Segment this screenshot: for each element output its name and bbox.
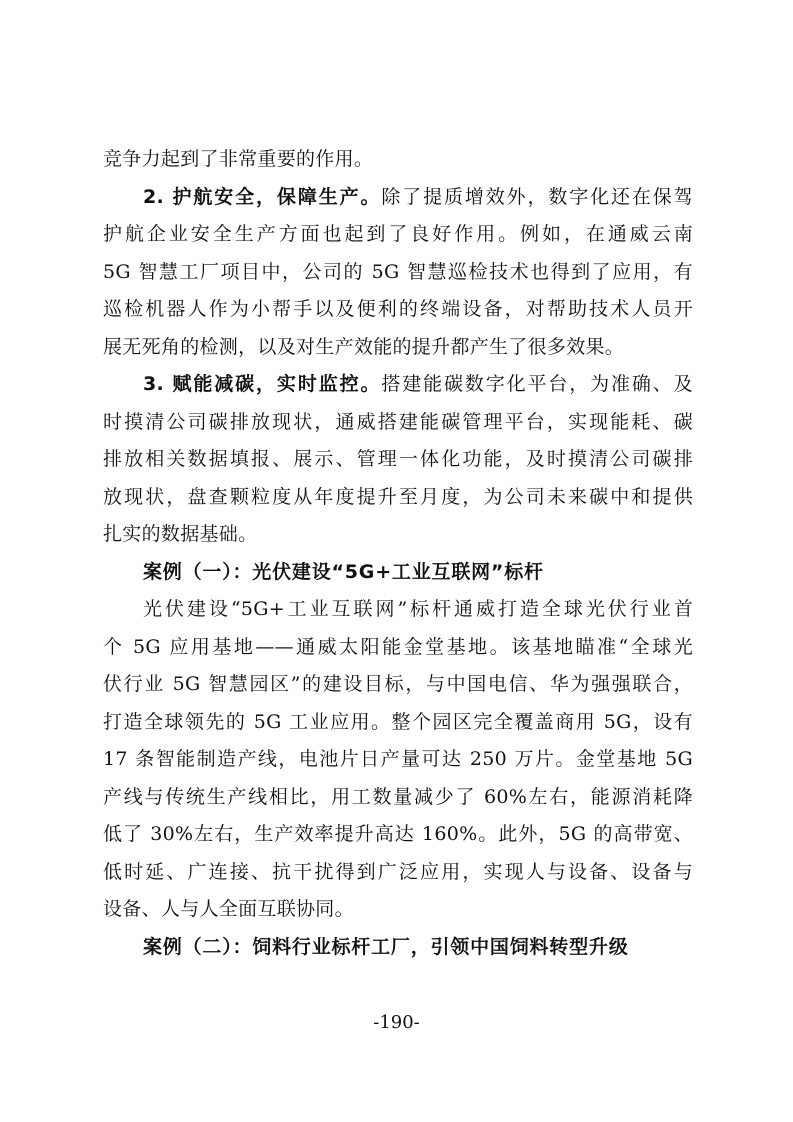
paragraph-line: 低时延、广连接、抗干扰得到广泛应用，实现人与设备、设备与 — [103, 860, 693, 883]
page-number: -190- — [373, 1012, 420, 1033]
paragraph-line: 设备、人与人全面互联协同。 — [103, 898, 354, 920]
paragraph-line — [103, 179, 693, 217]
paragraph-line: 扎实的数据基础。 — [103, 523, 258, 545]
paragraph-line: 竞争力起到了非常重要的作用。 — [103, 148, 374, 170]
paragraph-line: 放现状，盘查颗粒度从年度提升至月度，为公司未来碳中和提供 — [103, 485, 693, 508]
paragraph-line: 打造全球领先的 5G 工业应用。整个园区完全覆盖商用 5G，设有 — [103, 710, 693, 733]
paragraph-line: 光伏建设“5G+工业互联网”标杆通威打造全球光伏行业首 — [143, 598, 693, 620]
paragraph-line: 排放相关数据填报、展示、管理一体化功能，及时摸清公司碳排 — [103, 448, 693, 470]
paragraph-text: 搭建能碳数字化平台，为准确、及 — [381, 373, 693, 395]
document-page — [103, 141, 693, 966]
section-heading: 3. 赋能减碳，实时监控。 — [143, 373, 382, 395]
section-heading: 2. 护航安全，保障生产。 — [143, 185, 382, 208]
paragraph-line: 展无死角的检测，以及对生产效能的提升都产生了很多效果。 — [103, 335, 625, 358]
paragraph-line: 17 条智能制造产线，电池片日产量可达 250 万片。金堂基地 5G — [103, 748, 693, 770]
case-title: 案例（二）：饲料行业标杆工厂，引领中国饲料转型升级 — [143, 935, 629, 958]
paragraph-line: 产线与传统生产线相比，用工数量减少了 60%左右，能源消耗降 — [103, 785, 693, 808]
paragraph-line: 5G 智慧工厂项目中，公司的 5G 智慧巡检技术也得到了应用，有 — [103, 260, 693, 283]
paragraph-line: 低了 30%左右，生产效率提升高达 160%。此外，5G 的高带宽、 — [103, 823, 693, 845]
paragraph-line: 巡检机器人作为小帮手以及便利的终端设备，对帮助技术人员开 — [103, 298, 693, 320]
paragraph-line: 时摸清公司碳排放现状，通威搭建能碳管理平台，实现能耗、碳 — [103, 410, 693, 433]
paragraph-line: 护航企业安全生产方面也起到了良好作用。例如，在通威云南 — [103, 223, 693, 245]
paragraph-text: 除了提质增效外，数字化还在保驾 — [381, 185, 693, 208]
paragraph-line — [103, 366, 693, 404]
case-title: 案例（一）：光伏建设“5G+工业互联网”标杆 — [143, 560, 544, 583]
paragraph-line: 个 5G 应用基地——通威太阳能金堂基地。该基地瞄准“全球光 — [103, 635, 693, 658]
paragraph-line: 伏行业 5G 智慧园区”的建设目标，与中国电信、华为强强联合， — [103, 673, 693, 695]
